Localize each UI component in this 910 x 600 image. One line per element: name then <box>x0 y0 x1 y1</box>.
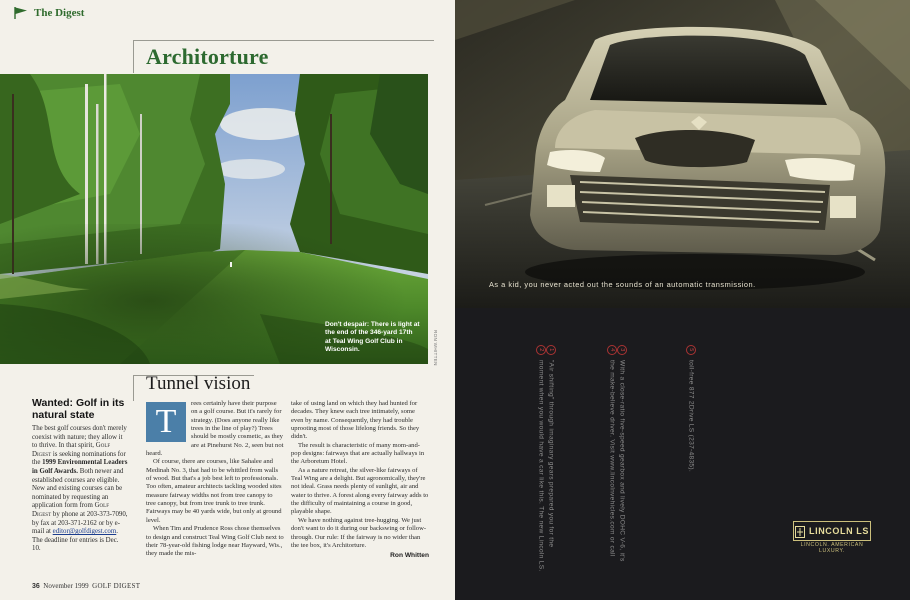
ad-copy-line: toll-free 877 2Drive LS (237-4835). <box>687 360 695 473</box>
sidebar-email-link[interactable]: editor@golfdigest.com <box>52 528 117 536</box>
article-title-rule-vertical <box>133 375 134 401</box>
ad-copy-column <box>607 345 627 562</box>
headline-rule-vertical <box>133 40 134 73</box>
article-column-2 <box>291 400 429 561</box>
sidebar-body <box>32 425 128 554</box>
article-byline: Ron Whitten <box>390 552 429 560</box>
ad-copy-line: moment when you would have a car like this. The new Lincoln LS. <box>537 360 545 572</box>
sidebar-box <box>32 397 128 554</box>
sidebar-text-3: Both newer and established courses are eligible. New and existing courses can be nominated by requesting an application form from <box>32 467 124 510</box>
step-number-icon: 1 <box>546 345 556 355</box>
ad-copy-line: the make-believe driver. Visit www.lincolnvehicles.com or call <box>608 360 616 557</box>
sidebar-text-5: . The deadline for entries is Dec. 10. <box>32 528 119 553</box>
photo-caption: Don't despair: There is light at the end of the 346-yard 17th at Teal Wing Golf Club in Wisconsin. <box>325 321 420 353</box>
page-headline: Architorture <box>146 44 269 69</box>
ad-copy-column <box>686 345 696 545</box>
ad-copy-area <box>455 308 910 600</box>
article-paragraph: We have nothing against tree-hugging. We just don't want to do it during our backswing or follow-through. Our rule: If the fairway is no wider than the tee box, it's Architorture. <box>291 516 427 549</box>
page-folio <box>32 582 140 590</box>
drop-cap: T <box>146 402 186 442</box>
article-paragraph: Of course, there are courses, like Sahalee and Medinah No. 3, that had to be whittled from walls of wood. But that's a job best left to professionals. Too often, amateur architects tackling wooded sites measure fairway widths not from tree canopy to tree canopy, but from tree trunk to tree trunk. Fairways may be 40 yards wide, but only at ground level. <box>146 458 282 524</box>
section-label: The Digest <box>34 7 85 19</box>
ad-tagline: As a kid, you never acted out the sounds of an automatic transmission. <box>489 280 756 289</box>
brand-slogan: LINCOLN. AMERICAN LUXURY. <box>800 542 864 554</box>
sidebar-magazine-name: Golf Digest <box>32 442 111 458</box>
step-number-icon: 4 <box>607 345 617 355</box>
issue-date: November 1999 <box>43 582 89 590</box>
golf-flag-icon <box>14 7 28 19</box>
article-title: Tunnel vision <box>146 373 251 394</box>
brand-name: LINCOLN LS <box>809 526 869 536</box>
sidebar-text-2: is seeking nominations for the <box>32 450 126 467</box>
article-paragraph: As a nature retreat, the silver-like fairways of Teal Wing are a delight. But agronomically, they're not ideal. Grass needs plenty of sunlight, air and water to thrive. A forest along every fairway adds to the difficulty of maintaining a course in good, playable shape. <box>291 466 429 516</box>
article-column-1 <box>146 400 284 559</box>
car-photo <box>455 0 910 308</box>
article-paragraph: take of using land on which they had hunted for decades. They knew each tree intimately, some even by name. Consequently, they had trouble uprooting most of those lifelong friends. So they didn't. <box>291 400 420 441</box>
page-number: 36 <box>32 583 40 590</box>
step-number-icon: 5 <box>686 345 696 355</box>
brand-logo-box <box>793 521 871 541</box>
ad-copy-column <box>536 345 556 572</box>
headline-rule <box>134 40 434 41</box>
car-illustration <box>455 0 910 308</box>
section-header <box>14 6 84 20</box>
sidebar-text-4: by phone at 203-373-7090, by fax at 203-371-2162 or by e-mail at <box>32 510 128 536</box>
ad-copy-line: "Air shifting" through imaginary gears prepared you for the <box>547 360 555 548</box>
golf-hole-photo <box>0 74 428 364</box>
sidebar-text-1: The best golf courses don't merely coexist with nature; they allow it to thrive. In that spirit, <box>32 425 127 450</box>
article-text: rees certainly have their purpose on a golf course. But it's rarely for strategy. (Does anyone really like trees in the line of play?) Trees should be mostly cosmetic, as they are at Pinehurst No. 2, seen but not heard. <box>146 400 284 458</box>
lincoln-star-icon <box>795 525 805 537</box>
ad-copy-line: With a close-ratio five-speed gearbox and lively DOHC V-6, it's <box>618 360 626 562</box>
right-page-advertisement <box>455 0 910 600</box>
photo-credit: RON WHITTEN <box>433 330 438 366</box>
article-paragraph <box>146 400 284 458</box>
step-number-icon: 2 <box>536 345 546 355</box>
sidebar-title: Wanted: Golf in its natural state <box>32 397 125 421</box>
magazine-name: GOLF DIGEST <box>92 582 141 590</box>
sidebar-magazine-name-2: Golf Digest <box>32 502 110 518</box>
article-paragraph: When Tim and Prudence Ross chose themselves to design and construct Teal Wing Golf Club next to their 78-year-old fishing lodge near Hayward, Wis., they made the mis- <box>146 525 284 558</box>
sidebar-award-name: 1999 Environmental Leaders in Golf Awards. <box>32 459 128 475</box>
article-paragraph: The result is characteristic of many mom-and-pop designs: fairways that are actually hallways in the Arboretum Hotel. <box>291 441 425 466</box>
step-number-icon: 3 <box>617 345 627 355</box>
